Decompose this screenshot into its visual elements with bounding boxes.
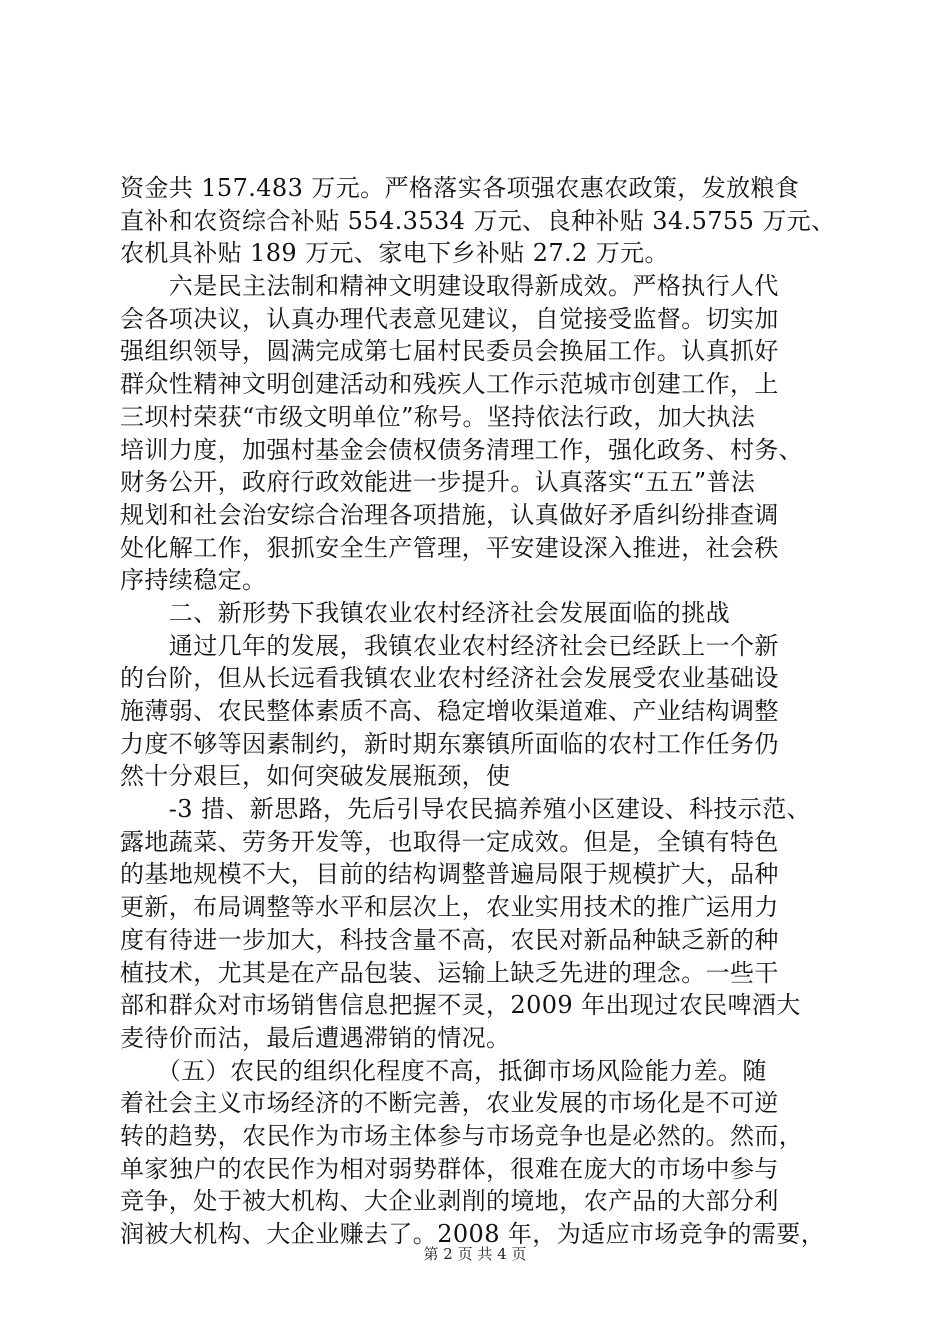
body-text xyxy=(120,172,840,1251)
text-line: 农机具补贴 189 万元、家电下乡补贴 27.2 万元。 xyxy=(120,239,669,268)
text-line: 培训力度，加强村基金会债权债务清理工作，强化政务、村务、 xyxy=(120,435,804,464)
section-heading: 二、新形势下我镇农业农村经济社会发展面临的挑战 xyxy=(120,598,730,627)
text-line: 露地蔬菜、劳务开发等，也取得一定成效。但是，全镇有特色 xyxy=(120,827,779,856)
text-line: 施薄弱、农民整体素质不高、稳定增收渠道难、产业结构调整 xyxy=(120,697,779,725)
page-footer: 第 2 页 共 4 页 xyxy=(423,1245,527,1263)
text-line: 度有待进一步加大，科技含量不高，农民对新品种缺乏新的种 xyxy=(120,925,779,954)
text-line: 直补和农资综合补贴 554.3534 万元、良种补贴 34.5755 万元、 xyxy=(120,206,836,235)
text-line: 麦待价而沽，最后遭遇滞销的情况。 xyxy=(120,1023,511,1052)
text-line: 通过几年的发展，我镇农业农村经济社会已经跃上一个新 xyxy=(120,631,779,660)
text-line: 三坝村荣获“市级文明单位”称号。坚持依法行政，加大执法 xyxy=(120,402,756,431)
text-line: 规划和社会治安综合治理各项措施，认真做好矛盾纠纷排查调 xyxy=(120,500,779,529)
text-line: （五）农民的组织化程度不高，抵御市场风险能力差。随 xyxy=(120,1056,767,1085)
text-line: 处化解工作，狠抓安全生产管理，平安建设深入推进，社会秩 xyxy=(120,533,779,562)
text-line: 财务公开，政府行政效能进一步提升。认真落实“五五”普法 xyxy=(120,468,756,497)
text-line: 群众性精神文明创建活动和残疾人工作示范城市创建工作，上 xyxy=(120,370,779,399)
text-line: 的基地规模不大，目前的结构调整普遍局限于规模扩大，品种 xyxy=(120,860,779,889)
text-line: 六是民主法制和精神文明建设取得新成效。严格执行人代 xyxy=(120,272,779,301)
text-line: 植技术，尤其是在产品包装、运输上缺乏先进的理念。一些干 xyxy=(120,958,779,987)
text-line: 会各项决议，认真办理代表意见建议，自觉接受监督。切实加 xyxy=(120,304,779,333)
text-line: -3 措、新思路，先后引导农民搞养殖小区建设、科技示范、 xyxy=(120,795,812,824)
text-line: 竞争，处于被大机构、大企业剥削的境地，农产品的大部分利 xyxy=(120,1187,779,1216)
text-line: 更新，布局调整等水平和层次上，农业实用技术的推广运用力 xyxy=(120,893,779,922)
text-line: 的台阶，但从长远看我镇农业农村经济社会发展受农业基础设 xyxy=(120,664,779,693)
text-line: 然十分艰巨，如何突破发展瓶颈，使 xyxy=(120,762,511,791)
text-line: 转的趋势，农民作为市场主体参与市场竞争也是必然的。然而， xyxy=(120,1121,804,1150)
text-line: 强组织领导，圆满完成第七届村民委员会换届工作。认真抓好 xyxy=(120,337,779,366)
text-line: 润被大机构、大企业赚去了。2008 年，为适应市场竞争的需要， xyxy=(120,1220,826,1248)
text-line: 序持续稳定。 xyxy=(120,566,267,595)
text-line: 力度不够等因素制约，新时期东寨镇所面临的农村工作任务仍 xyxy=(120,729,779,758)
text-line: 资金共 157.483 万元。严格落实各项强农惠农政策，发放粮食 xyxy=(120,174,800,202)
text-line: 单家独户的农民作为相对弱势群体，很难在庞大的市场中参与 xyxy=(120,1154,779,1183)
text-line: 部和群众对市场销售信息把握不灵，2009 年出现过农民啤酒大 xyxy=(120,991,801,1020)
text-line: 着社会主义市场经济的不断完善，农业发展的市场化是不可逆 xyxy=(120,1089,779,1118)
